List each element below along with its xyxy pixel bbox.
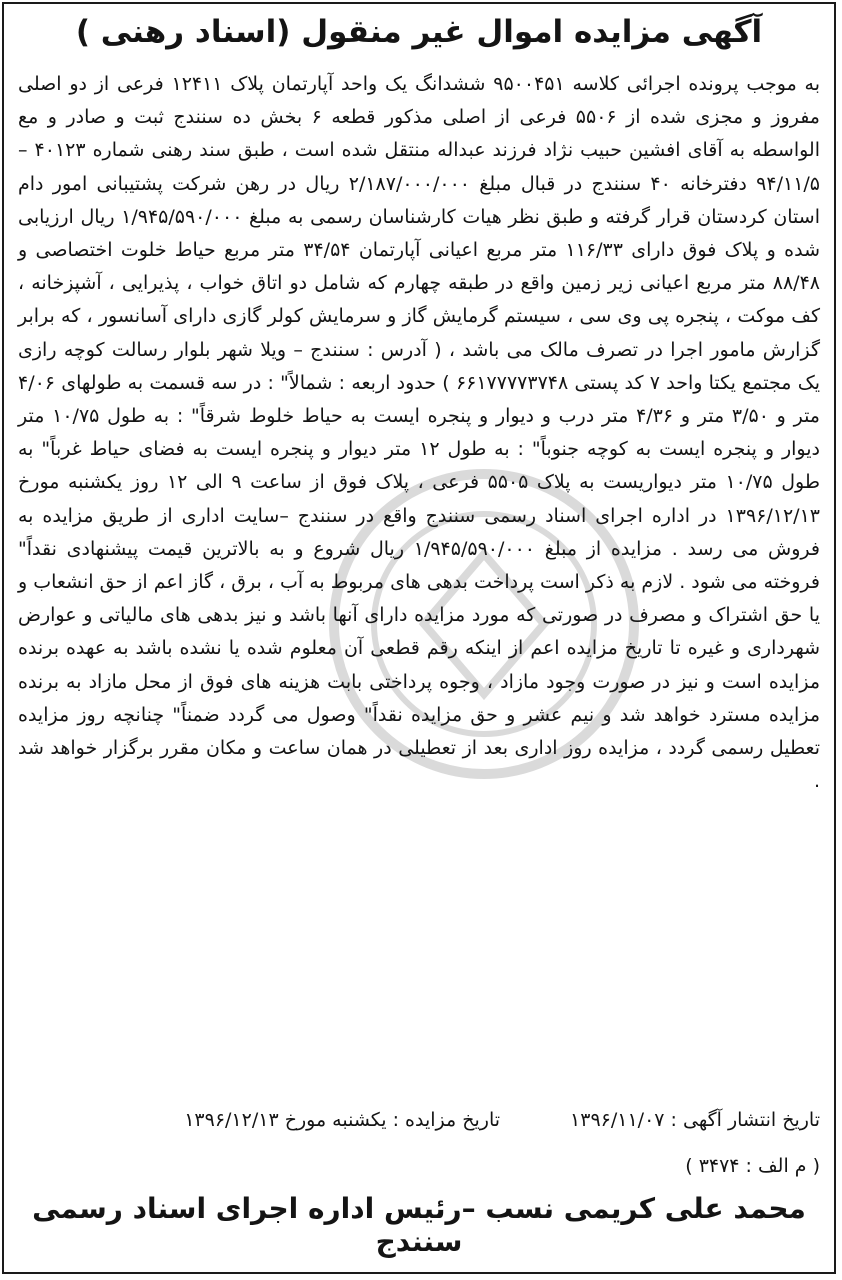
notice-body [18, 68, 820, 798]
signature-line: محمد علی کریمی نسب –رئیس اداره اجرای اسناد رسمی سنندج [32, 1192, 806, 1258]
notice-frame [2, 2, 836, 1274]
notice-body-text: به موجب پرونده اجرائی کلاسه ۹۵۰۰۴۵۱ ششدانگ یک واحد آپارتمان پلاک ۱۲۴۱۱ فرعی از دو اصلی مفروز و مجزی شده از ۵۵۰۶ فرعی از اصلی مذکور قطعه ۶ بخش ده سنندج ثبت و صادر و مع الواسطه به آقای افشین حبیب نژاد فرزند عبداله منتقل شده است ، طبق سند رهنی شماره ۴۰۱۲۳ – ۹۴/۱۱/۵ دفترخانه ۴۰ سنندج در قبال مبلغ ۲/۱۸۷/۰۰۰/۰۰۰ ریال در رهن شرکت پشتیبانی امور دام استان کردستان قرار گرفته و طبق نظر هیات کارشناسان رسمی به مبلغ ۱/۹۴۵/۵۹۰/۰۰۰ ریال ارزیابی شده و پلاک فوق دارای ۱۱۶/۳۳ متر مربع اعیانی آپارتمان ۳۴/۵۴ متر مربع حیاط خلوت اختصاصی و ۸۸/۴۸ متر مربع اعیانی زیر زمین واقع در طبقه چهارم که شامل دو اتاق خواب ، پذیرایی ، آشپزخانه ، کف موکت ، پنجره پی وی سی ، سیستم گرمایش گاز و سرمایش کولر گازی دارای آسانسور ، که برابر گزارش مامور اجرا در تصرف مالک می باشد ، ( آدرس : سنندج – ویلا شهر بلوار رسالت کوچه رازی یک مجتمع یکتا واحد ۷ کد پستی ۶۶۱۷۷۷۷۳۷۴۸ ) حدود اربعه : شمالاً" : در سه قسمت به طولهای ۴/۰۶ متر و ۳/۵۰ متر و ۴/۳۶ متر درب و دیوار و پنجره ایست به حیاط خلوط شرقاً" : به طول ۱۰/۷۵ متر دیوار و پنجره ایست به کوچه جنوباً" : به طول ۱۲ متر دیوار و پنجره ایست به فضای حیاط غرباً" به طول ۱۰/۷۵ متر دیواریست به پلاک ۵۵۰۵ فرعی ، پلاک فوق از ساعت ۹ الی ۱۲ روز یکشنبه مورخ ۱۳۹۶/۱۲/۱۳ در اداره اجرای اسناد رسمی سنندج واقع در سنندج –سایت اداری از طریق مزایده به فروش می رسد . مزایده از مبلغ ۱/۹۴۵/۵۹۰/۰۰۰ ریال شروع و به بالاترین قیمت پیشنهادی نقداً" فروخته می شود . لازم به ذکر است پرداخت بدهی های مربوط به آب ، برق ، گاز اعم از حق انشعاب و یا حق اشتراک و مصرف در صورتی که مورد مزایده دارای آنها باشد و نیز بدهی های مالیاتی و عوارض شهرداری و غیره تا تاریخ مزایده اعم از اینکه رقم قطعی آن معلوم شده یا نشده باشد به عهده برنده مزایده است و نیز در صورت وجود مازاد ، وجوه پرداختی بابت هزینه های فوق از محل مازاد به برنده مزایده مسترد خواهد شد و نیم عشر و حق مزایده نقداً" وصول می گردد ضمناً" چنانچه روز مزایده تعطیل رسمی گردد ، مزایده روز اداری بعد از تعطیلی در همان ساعت و مکان مقرر برگزار خواهد شد . [18, 73, 821, 793]
publish-date: تاریخ انتشار آگهی : ۱۳۹۶/۱۱/۰۷ [570, 1109, 820, 1131]
reference-number: ( م الف : ۳۴۷۴ ) [685, 1155, 820, 1177]
notice-title: آگهی مزایده اموال غیر منقول (اسناد رهنی ) [75, 14, 763, 50]
dates-row [18, 1104, 820, 1137]
auction-date: تاریخ مزایده : یکشنبه مورخ ۱۳۹۶/۱۲/۱۳ [184, 1109, 501, 1131]
